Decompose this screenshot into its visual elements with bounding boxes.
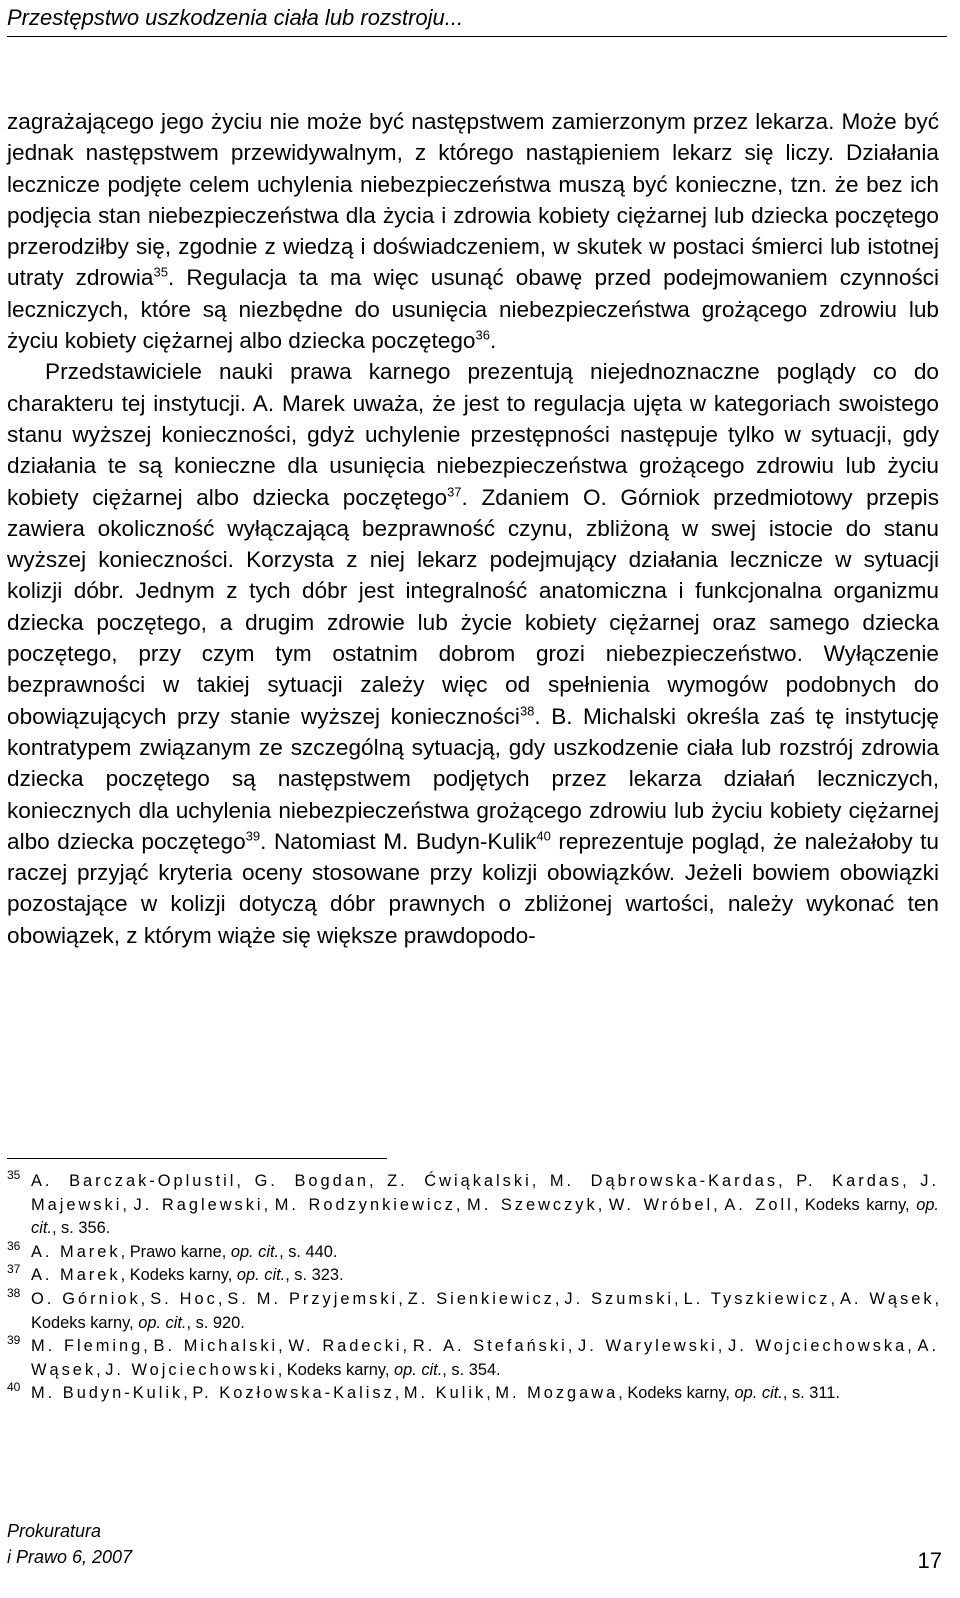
footnote-40: 40 M. Budyn-Kulik, P. Kozłowska-Kalisz, M. Kulik, M. Mozgawa, Kodeks karny, op. cit., s. 311.	[7, 1380, 840, 1403]
page-number: 17	[917, 1548, 942, 1573]
footnote-39: 39 M. Fleming, B. Michalski, W. Radecki, R. A. Stefański, J. Warylewski, J. Wojciechowska, A. Wąsek, J. Wojciechowski, Kodeks karny, op. cit., s. 354.	[7, 1333, 940, 1379]
footnotes	[7, 1170, 939, 1406]
paragraph-1: zagrażającego jego życiu nie może być następstwem zamierzonym przez lekarza. Może być jednak następstwem przewidywalnym, z którego nastąpieniem lekarz się liczy. Działania lecznicze podjęte celem uchylenia niebezpieczeństwa muszą być konieczne, tzn. że bez ich podjęcia stan niebezpieczeństwa dla życia i zdrowia kobiety ciężarnej lub dziecka poczętego przerodziłby się, zgodnie z wiedzą i doświadczeniem, w skutek w postaci śmierci lub istotnej utraty zdrowia$^{35}$. Regulacja ta ma więc usunąć obawę przed podejmowaniem czynności leczniczych, które są niezbędne do usunięcia niebezpieczeństwa grożącego zdrowiu lub życiu kobiety ciężarnej albo dziecka poczętego$^{36}$.	[7, 109, 940, 354]
header-rule	[7, 36, 947, 37]
footnote-rule	[7, 1158, 387, 1159]
journal-issue: i Prawo 6, 2007	[7, 1547, 133, 1567]
footnote-ref-36[interactable]: 36	[475, 327, 490, 343]
footnote-ref-38[interactable]: 38	[519, 703, 535, 719]
paragraph-2: Przedstawiciele nauki prawa karnego prezentują niejednoznaczne poglądy co do charakteru tej instytucji. A. Marek uważa, że jest to regulacja ujęta w kategoriach swoistego stanu wyższej konieczności, gdyż uchylenie przestępności następuje tylko w sytuacji, gdy działania te są konieczne dla usunięcia niebezpieczeństwa grożącego zdrowiu lub życiu kobiety ciężarnej albo dziecka poczętego$^{37}$. Zdaniem O. Górniok przedmiotowy przepis zawiera okoliczność wyłączającą bezprawność czynu, zbliżoną w swej istocie do stanu wyższej konieczności. Korzysta z niej lekarz podejmujący działania lecznicze w sytuacji kolizji dóbr. Jednym z tych dóbr jest integralność anatomiczna i funkcjonalna organizmu dziecka poczętego, a drugim zdrowie lub życie kobiety ciężarnej oraz samego dziecka poczętego, przy czym tym ostatnim dobrom grozi niebezpieczeństwo. Wyłączenie bezprawności w takiej sytuacji zależy więc od spełnienia wymogów podobnych do obowiązujących przy stanie wyższej konieczności$^{38}$. B. Michalski określa zaś tę instytucję kontratypem związanym ze szczególną sytuacją, gdy uszkodzenie ciała lub rozstrój zdrowia dziecka poczętego są następstwem podjętych przez lekarza działań leczniczych, koniecznych dla uchylenia niebezpieczeństwa grożącego zdrowiu lub życiu kobiety ciężarnej albo dziecka poczętego$^{39}$. Natomiast M. Budyn-Kulik$^{40}$ reprezentuje pogląd, że należałoby tu raczej przyjąć kryteria oceny stosowane przy kolizji obowiązków. Jeżeli bowiem obowiązki pozostające w kolizji dotyczą dóbr prawnych o zbliżonej wartości, należy wykonać ten obowiązek, z którym wiąże się większe prawdopodo-	[7, 359, 939, 948]
footnote-37: 37 A. Marek, Kodeks karny, op. cit., s. 323.	[7, 1262, 344, 1285]
journal-name: Prokuratura	[7, 1521, 102, 1541]
footnote-ref-35[interactable]: 35	[153, 264, 168, 280]
footnote-ref-39[interactable]: 39	[245, 828, 261, 844]
footnote-35: 35 A. Barczak-Oplustil, G. Bogdan, Z. Ćwiąkalski, M. Dąbrowska-Kardas, P. Kardas, J. Majewski, J. Raglewski, M. Rodzynkiewicz, M. Szewczyk, W. Wróbel, A. Zoll, Kodeks karny, op. cit., s. 356.	[7, 1168, 940, 1238]
body-text	[7, 106, 939, 951]
footnote-36: 36 A. Marek, Prawo karne, op. cit., s. 440.	[7, 1238, 338, 1261]
footnote-ref-40[interactable]: 40	[536, 828, 551, 844]
footnote-38: 38 O. Górniok, S. Hoc, S. M. Przyjemski, Z. Sienkiewicz, J. Szumski, L. Tyszkiewicz, A. Wąsek, Kodeks karny, op. cit., s. 920.	[7, 1285, 940, 1332]
journal-footer	[7, 1518, 132, 1570]
footnote-ref-37[interactable]: 37	[447, 484, 462, 500]
running-header: Przestępstwo uszkodzenia ciała lub rozstroju...	[7, 5, 464, 30]
